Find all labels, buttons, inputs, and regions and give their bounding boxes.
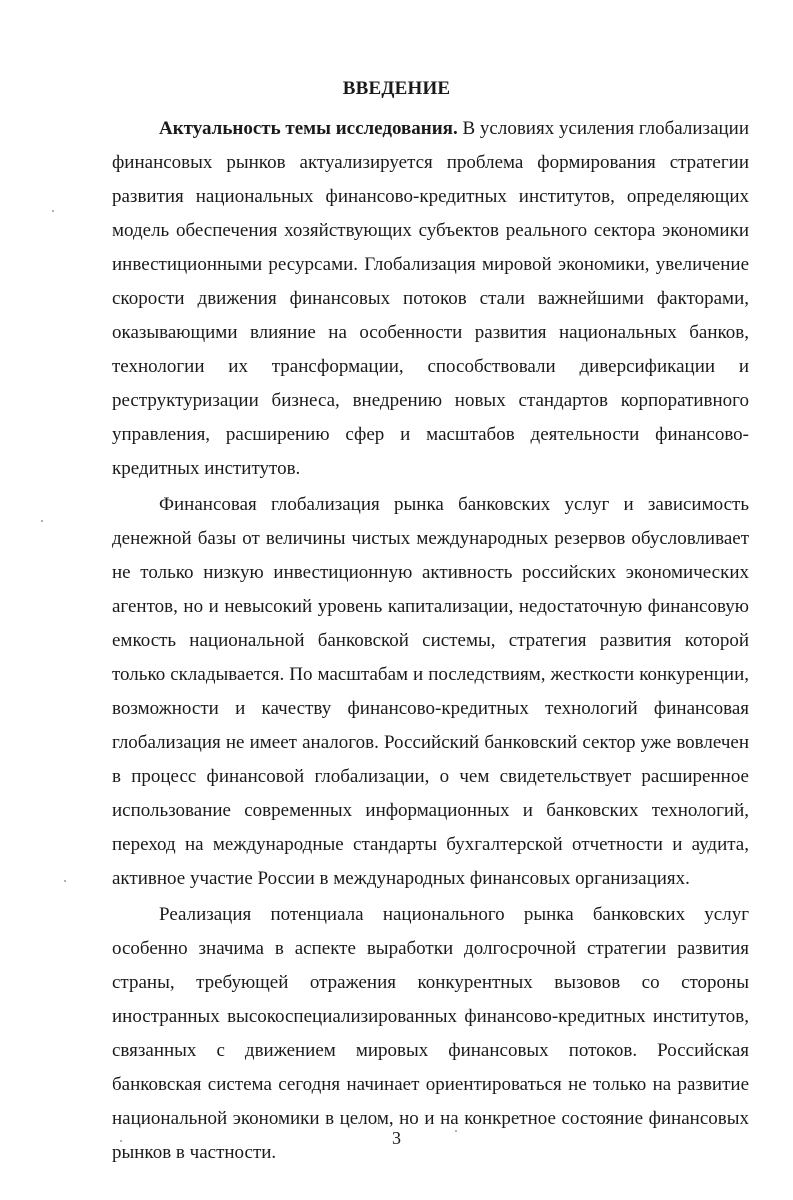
- scan-speck: [64, 880, 66, 882]
- paragraph-1-text: В условиях усиления глобализации финансовых рынков актуализируется проблема формирования стратегии развития национальных финансово-кредитных институтов, определяющих модель обеспечения хозяйствующих субъектов реального сектора экономики инвестиционными ресурсами. Глобализация мировой экономики, увеличение скорости движения финансовых потоков стали важнейшими факторами, оказывающими влияние на особенности развития национальных банков, технологии их трансформации, способствовали диверсификации и реструктуризации бизнеса, внедрению новых стандартов корпоративного управления, расширению сфер и масштабов деятельности финансово-кредитных институтов.: [112, 118, 750, 479]
- scan-speck: [41, 520, 43, 522]
- page-heading: ВВЕДЕНИЕ: [342, 78, 451, 99]
- paragraph-3: Реализация потенциала национального рынка банковских услуг особенно значима в аспекте выработки долгосрочной стратегии развития страны, требующей отражения конкурентных вызовов со стороны иностранных высокоспециализированных финансово-кредитных институтов, связанных с движением мировых финансовых потоков. Российская банковская система сегодня начинает ориентироваться не только на развитие национальной экономики в целом, но и на конкретное состояние финансовых рынков в частности.: [112, 904, 749, 1163]
- paragraph-1: [112, 112, 749, 486]
- scan-speck: [120, 1140, 122, 1142]
- paragraph-2: Финансовая глобализация рынка банковских услуг и зависимость денежной базы от величины чистых международных резервов обусловливает не только низкую инвестиционную активность российских экономических агентов, но и невысокий уровень капитализации, недостаточную финансовую емкость национальной банковской системы, стратегия развития которой только складывается. По масштабам и последствиям, жесткости конкуренции, возможности и качеству финансово-кредитных технологий финансовая глобализация не имеет аналогов. Российский банковский сектор уже вовлечен в процесс финансовой глобализации, о чем свидетельствует расширенное использование современных информационных и банковских технологий, переход на международные стандарты бухгалтерской отчетности и аудита, активное участие России в международных финансовых организациях.: [112, 494, 749, 889]
- body-text: [112, 112, 749, 1170]
- paragraph-1-lead: Актуальность темы исследования.: [159, 118, 458, 139]
- scan-speck: [52, 210, 54, 212]
- page-number: 3: [392, 1128, 401, 1148]
- scan-speck: [455, 1130, 457, 1132]
